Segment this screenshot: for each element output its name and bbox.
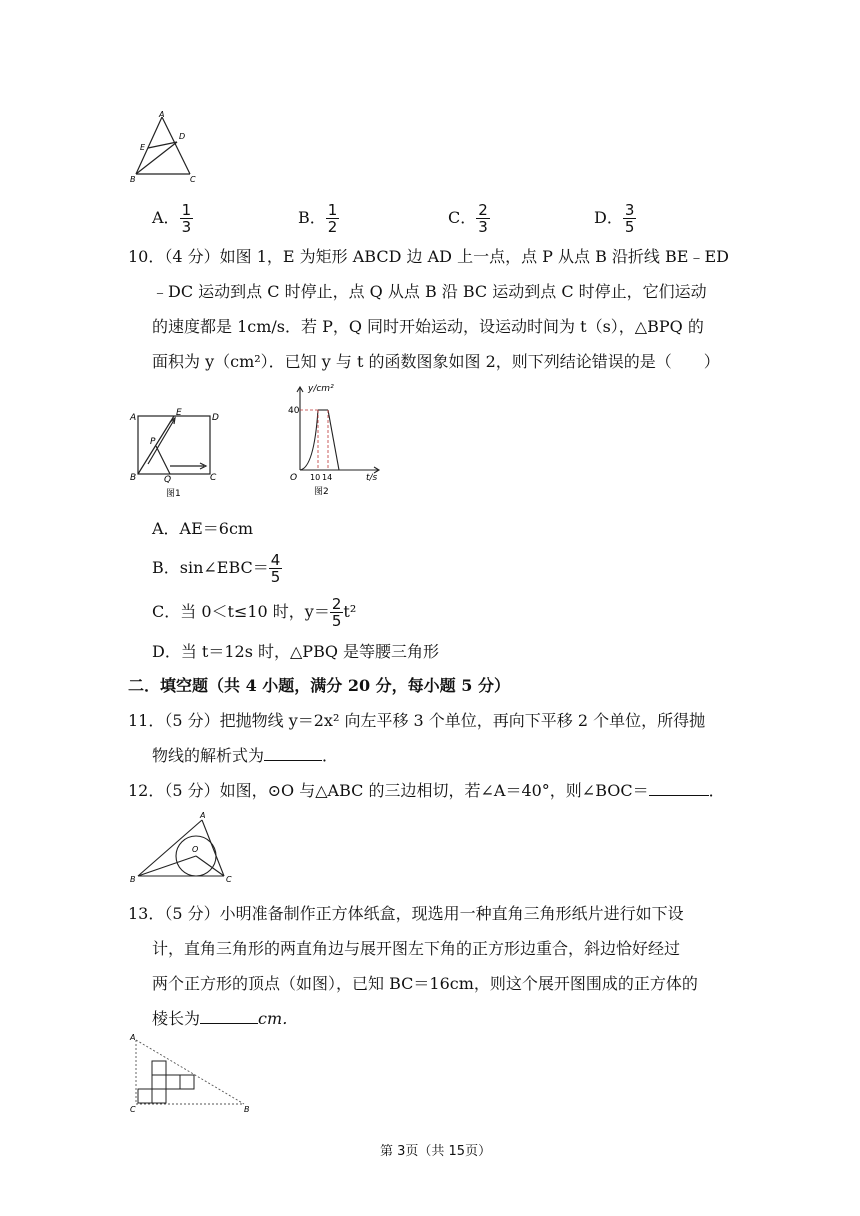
q13-line-1: 13．（5 分）小明准备制作正方体纸盒，现选用一种直角三角形纸片进行如下设 — [128, 904, 684, 923]
q13-line-2: 计，直角三角形的两直角边与展开图左下角的正方形边重合，斜边恰好经过 — [152, 939, 681, 958]
q9-option-a: A． $\frac{1}{3}$ — [152, 201, 192, 236]
q11-line-2: 物线的解析式为 ． — [152, 746, 339, 765]
q10-option-c: C．当 0＜t≤10 时，y＝ $\frac{2}{5}$ t² — [152, 595, 357, 630]
q9-label-a: A — [159, 110, 165, 119]
fig1-label-d: D — [212, 413, 219, 423]
q12-label-b: B — [130, 875, 136, 884]
fig2-y40: 40 — [288, 406, 300, 416]
section-2-heading: 二．填空题（共 4 小题，满分 20 分，每小题 5 分） — [128, 676, 510, 695]
q12-answer-blank — [649, 781, 709, 796]
q12-label-a: A — [200, 811, 206, 820]
fig2-caption: 图2 — [314, 487, 329, 497]
q12-label-o: O — [192, 845, 199, 854]
fig1-label-p: P — [150, 437, 156, 447]
q12-label-c: C — [226, 875, 232, 884]
q9-option-d: D． $\frac{3}{5}$ — [594, 201, 635, 236]
q10-line-1: 10．（4 分）如图 1，E 为矩形 ABCD 边 AD 上一点，点 P 从点 B 沿折线 BE﹣ED — [128, 247, 729, 266]
q13-line-3: 两个正方形的顶点（如图），已知 BC＝16cm，则这个展开图围成的正方体的 — [152, 974, 698, 993]
q10-figure-1 — [126, 402, 226, 500]
q13-label-a: A — [130, 1033, 136, 1042]
q10-option-a: A．AE＝6cm — [152, 519, 254, 538]
fig1-label-c: C — [210, 473, 217, 483]
q9-label-b: B — [130, 175, 136, 184]
q13-cube-net-figure — [126, 1032, 258, 1116]
q10-line-2: ﹣DC 运动到点 C 时停止，点 Q 从点 B 沿 BC 运动到点 C 时停止，它们运动 — [152, 282, 707, 301]
q9-option-c: C． $\frac{2}{3}$ — [448, 201, 488, 236]
fig2-t14: 14 — [322, 473, 333, 482]
q9-label-d: D — [179, 132, 186, 141]
q12-line-1: 12．（5 分）如图，⊙O 与△ABC 的三边相切，若∠A＝40°，则∠BOC＝ ． — [128, 781, 725, 800]
q10-line-4: 面积为 y（cm²）．已知 y 与 t 的函数图象如图 2，则下列结论错误的是（ ） — [152, 352, 720, 371]
page-footer: 第 3页（共 15页） — [380, 1144, 492, 1159]
q12-incircle-figure — [128, 808, 240, 886]
q9-label-e: E — [140, 143, 146, 152]
q13-label-c: C — [130, 1105, 136, 1114]
fig2-origin: O — [290, 473, 298, 483]
fig1-label-q: Q — [164, 475, 172, 485]
q10-figure-2 — [286, 382, 386, 500]
fig2-t10: 10 — [310, 473, 321, 482]
q10-option-d: D．当 t＝12s 时，△PBQ 是等腰三角形 — [152, 642, 440, 661]
fig2-ylabel: y/cm² — [308, 384, 334, 394]
q10-line-3: 的速度都是 1cm/s．若 P，Q 同时开始运动，设运动时间为 t（s），△BPQ 的 — [152, 317, 704, 336]
q13-label-b: B — [244, 1105, 250, 1114]
q11-answer-blank — [264, 746, 322, 761]
fig2-xlabel: t/s — [366, 473, 378, 483]
q10-option-b: B．sin∠EBC＝ $\frac{4}{5}$ — [152, 551, 281, 586]
fig1-label-b: B — [130, 473, 137, 483]
q9-triangle-figure — [128, 108, 208, 184]
q9-option-b: B． $\frac{1}{2}$ — [298, 201, 338, 236]
fig1-label-a: A — [130, 413, 137, 423]
q11-line-1: 11．（5 分）把抛物线 y＝2x² 向左平移 3 个单位，再向下平移 2 个单位，所得抛 — [128, 711, 706, 730]
q13-answer-blank — [200, 1009, 258, 1024]
q9-label-c: C — [190, 175, 196, 184]
q13-line-4: 棱长为 cm． — [152, 1009, 299, 1028]
fig1-label-e: E — [176, 408, 182, 418]
fig1-caption: 图1 — [166, 489, 181, 499]
